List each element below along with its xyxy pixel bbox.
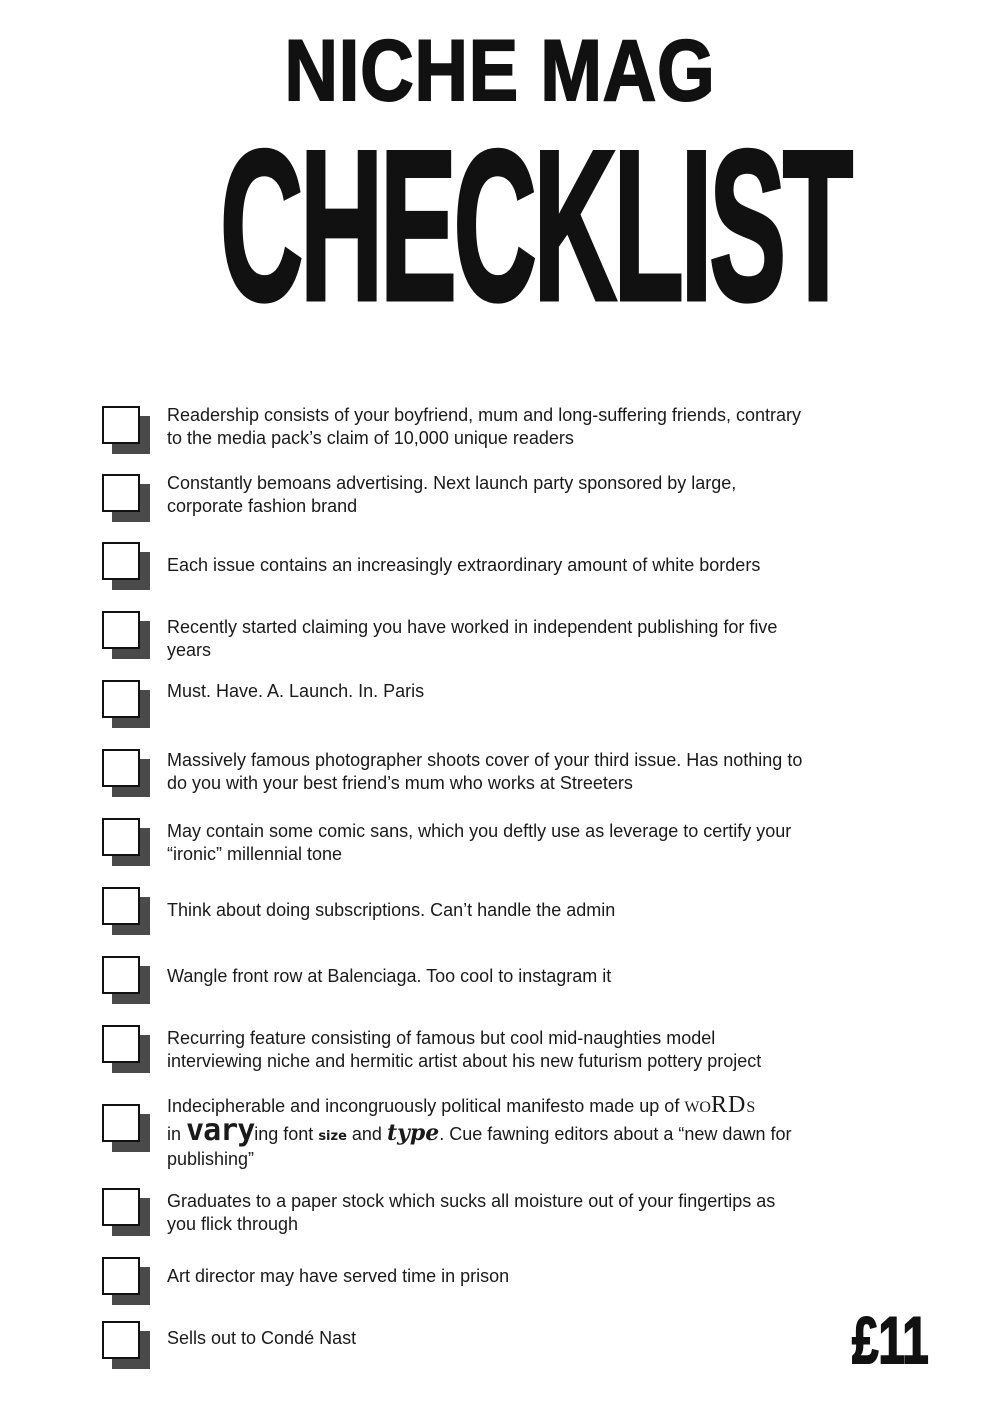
checkbox-box (102, 1257, 140, 1295)
checklist-item-text: Massively famous photographer shoots cover of your third issue. Has nothing to do you with your best friend’s mum who works at Streeters (167, 750, 803, 793)
checkbox[interactable] (102, 406, 150, 454)
checklist-item-text: Art director may have served time in prison (167, 1266, 510, 1286)
checklist-item-text: Wangle front row at Balenciaga. Too cool to instagram it (167, 966, 612, 986)
checkbox-box (102, 680, 140, 718)
checkbox-box (102, 1188, 140, 1226)
checkbox[interactable] (102, 749, 150, 797)
checkbox[interactable] (102, 680, 150, 728)
checklist-item-text: Must. Have. A. Launch. In. Paris (167, 681, 425, 701)
checkbox-box (102, 542, 140, 580)
checkbox-box (102, 406, 140, 444)
checkbox[interactable] (102, 1104, 150, 1152)
checkbox[interactable] (102, 474, 150, 522)
text-segment: ing font (254, 1124, 319, 1144)
checkbox[interactable] (102, 956, 150, 1004)
text-segment-serif-large: RD (710, 1092, 747, 1118)
text-segment-bold-large: vary (186, 1113, 255, 1148)
checkbox-box (102, 1321, 140, 1359)
checkbox-box (102, 887, 140, 925)
text-segment-small-bold: size (318, 1129, 347, 1144)
text-segment: and (346, 1124, 387, 1144)
checkbox[interactable] (102, 1025, 150, 1073)
price-label: £11 (852, 1303, 929, 1377)
checkbox-box (102, 1104, 140, 1142)
checklist-item-text: Constantly bemoans advertising. Next launch party sponsored by large, corporate fashion brand (167, 473, 737, 516)
checkbox[interactable] (102, 1257, 150, 1305)
masthead-title-top: NICHE MAG (284, 23, 716, 119)
text-segment-serif: S (746, 1099, 756, 1116)
checkbox-box (102, 611, 140, 649)
checklist-item-text: May contain some comic sans, which you deftly use as leverage to certify your “ironic” millennial tone (167, 821, 792, 864)
checkbox[interactable] (102, 611, 150, 659)
checklist-item-text: Sells out to Condé Nast (167, 1328, 357, 1348)
checklist-item-text-mixed-fonts (167, 1094, 807, 1171)
checkbox-box (102, 749, 140, 787)
checkbox-box (102, 818, 140, 856)
text-segment: Indecipherable and incongruously political manifesto made up of (167, 1096, 685, 1116)
checklist-item-text: Recently started claiming you have worked in independent publishing for five years (167, 617, 778, 660)
text-segment: in (167, 1124, 187, 1144)
checklist-item-text: Readership consists of your boyfriend, mum and long-suffering friends, contrary to the media pack’s claim of 10,000 unique readers (167, 405, 801, 448)
checkbox[interactable] (102, 1321, 150, 1369)
checklist-item-text: Think about doing subscriptions. Can’t handle the admin (167, 900, 616, 920)
checkbox[interactable] (102, 887, 150, 935)
checkbox-box (102, 1025, 140, 1063)
checkbox-box (102, 956, 140, 994)
text-segment-italic: type (386, 1120, 440, 1146)
checkbox[interactable] (102, 818, 150, 866)
checkbox[interactable] (102, 542, 150, 590)
checklist-item-text: Recurring feature consisting of famous but cool mid-naughties model interviewing niche and hermitic artist about his new futurism pottery project (167, 1028, 762, 1071)
checkbox-box (102, 474, 140, 512)
text-segment: . Cue fawning editors about a “new dawn for publishing” (167, 1124, 792, 1169)
masthead-title-main: CHECKLIST (220, 106, 850, 346)
checklist-item-text: Each issue contains an increasingly extraordinary amount of white borders (167, 555, 761, 575)
checkbox[interactable] (102, 1188, 150, 1236)
checklist-item-text: Graduates to a paper stock which sucks all moisture out of your fingertips as you flick through (167, 1191, 776, 1234)
text-segment-serif: WO (684, 1099, 711, 1116)
